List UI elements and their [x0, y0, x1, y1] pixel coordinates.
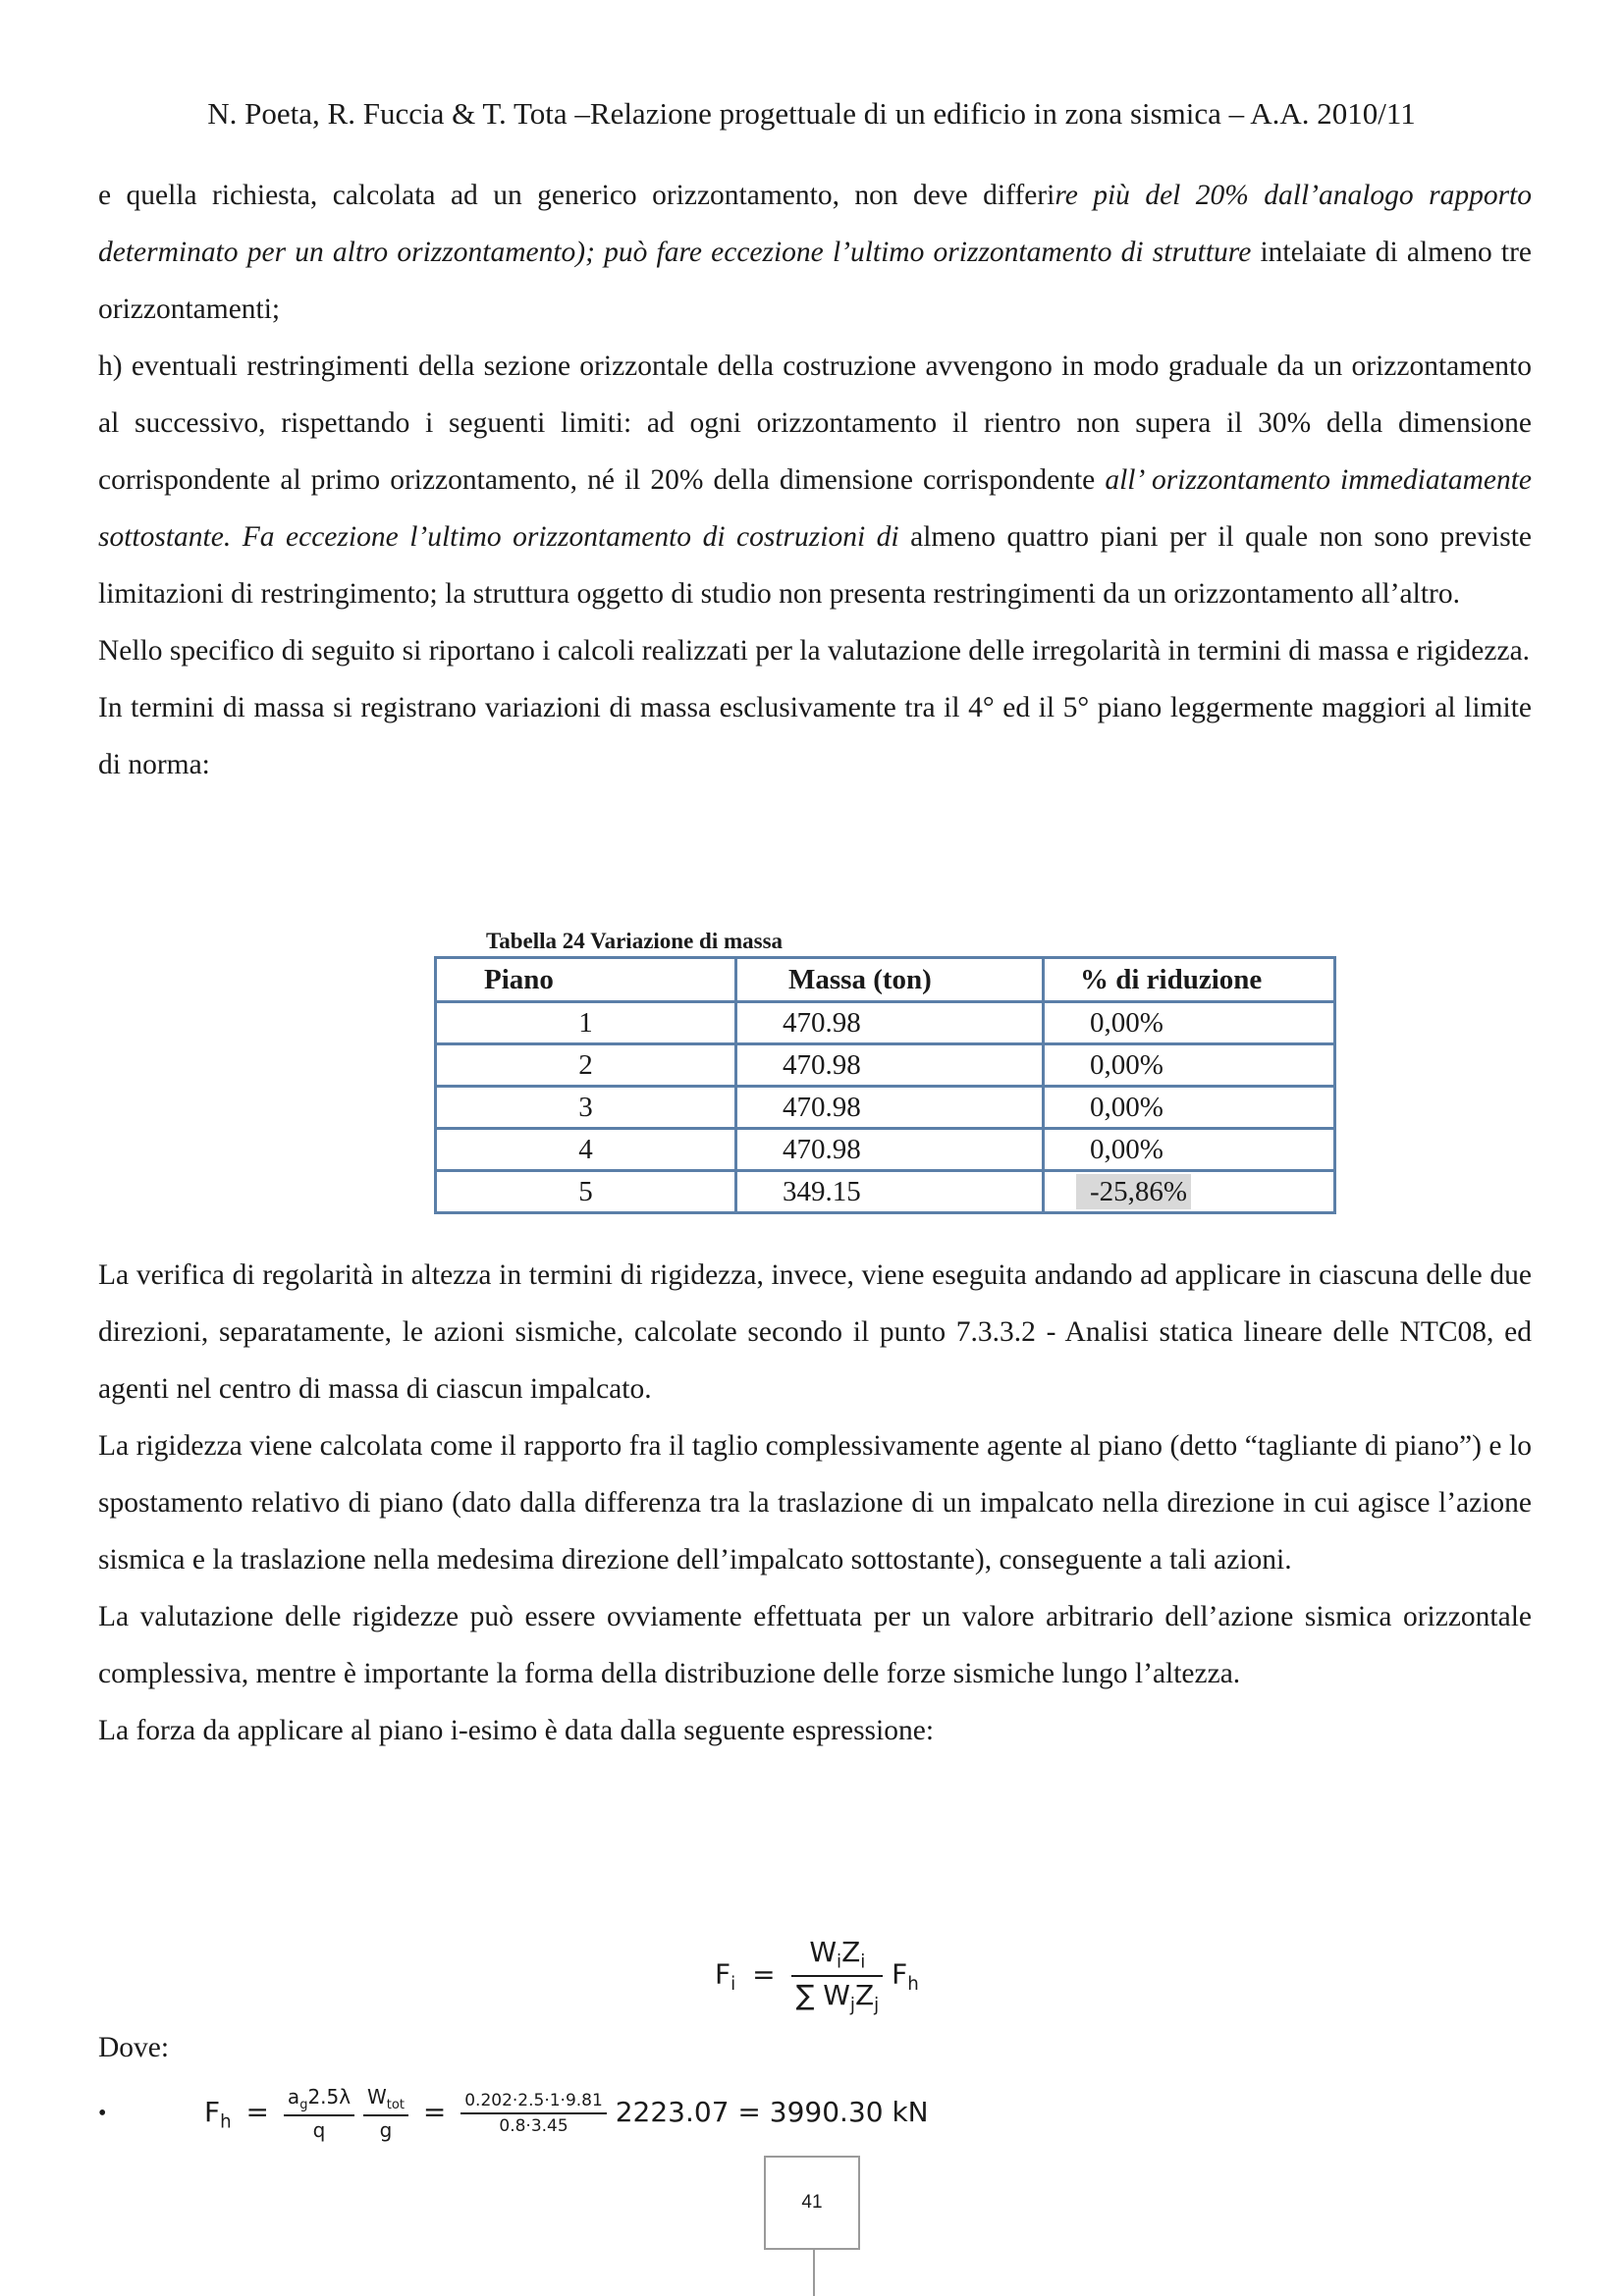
- cell-massa: 470.98: [736, 1044, 1044, 1087]
- mass-variation-table: [434, 956, 1336, 1214]
- f1-numerator: [791, 1936, 883, 1977]
- f2-result: 2223.07 = 3990.30 kN: [615, 2096, 929, 2128]
- f1-num-w: W: [809, 1936, 838, 1968]
- header-massa: Massa (ton): [736, 958, 1044, 1002]
- cell-massa: 470.98: [736, 1002, 1044, 1044]
- para2-normal: h) eventuali restringimenti della sezione orizzontale della costruzione avvengono in modo graduale da un orizzontamento al successivo, rispettando i seguenti limiti: ad ogni orizzontamento il rientro non supera il 30% della dimensione corrispondente al primo orizzontamento, né il 20% della dimensione corrispondente: [98, 350, 1532, 496]
- paragraph-2: [98, 338, 1532, 622]
- bullet: •: [98, 2101, 107, 2126]
- sum-symbol: ∑: [795, 1978, 815, 2011]
- cell-massa: 349.15: [736, 1171, 1044, 1213]
- f2-ag: a: [287, 2085, 300, 2109]
- para2-tail: almeno quattro piani per il quale non sono previste limitazioni di restringimento; la struttura oggetto di studio non presenta restringimenti da un orizzontamento all’altro.: [98, 521, 1532, 610]
- f1-den-z-sub: j: [874, 1995, 880, 2016]
- f2-ag-sub: g: [299, 2098, 308, 2112]
- table-row: [436, 1002, 1335, 1044]
- f1-den-w: W: [823, 1978, 850, 2011]
- paragraph-3: Nello specifico di seguito si riportano i calcoli realizzati per la valutazione delle irregolarità in termini di massa e rigidezza.: [98, 635, 1531, 667]
- f1-rhs: F: [892, 1957, 908, 1991]
- paragraph-8: La forza da applicare al piano i-esimo è data dalla seguente espressione:: [98, 1715, 935, 1746]
- f1-eq: =: [752, 1957, 776, 1991]
- cell-massa: 470.98: [736, 1129, 1044, 1171]
- cell-riduzione: [1044, 1171, 1335, 1213]
- f2-eq2: =: [422, 2096, 447, 2128]
- f1-fraction: [791, 1936, 883, 2015]
- cell-piano: 5: [436, 1171, 736, 1213]
- table-row: [436, 1044, 1335, 1087]
- f2-ag-rest: 2.5λ: [307, 2085, 352, 2109]
- table-row: [436, 1171, 1335, 1213]
- para2-italic: all’ orizzontamento immediatamente sottostante. Fa eccezione l’ultimo orizzontamento di costruzioni di: [98, 464, 1532, 553]
- para1-normal: e quella richiesta, calcolata ad un generico orizzontamento, non deve differi: [98, 180, 1055, 211]
- f2-fraction-2: [363, 2085, 408, 2142]
- f2-frac2-num: [363, 2085, 408, 2116]
- f1-den-z: Z: [854, 1978, 875, 2011]
- body-text: [98, 167, 1532, 793]
- cell-riduzione: 0,00%: [1044, 1087, 1335, 1129]
- paragraph-6: La rigidezza viene calcolata come il rapporto fra il taglio complessivamente agente al piano (detto “tagliante di piano”) e lo spostamento relativo di piano (dato dalla differenza tra la traslazione di un impalcato nella direzione in cui agisce l’azione sismica e la traslazione nella medesima direzione dell’impalcato sottostante), conseguente a tali azioni.: [98, 1430, 1532, 1575]
- para1-tail: intelaiate di almeno tre orizzontamenti;: [98, 237, 1532, 325]
- header-piano: Piano: [436, 958, 736, 1002]
- formula-base-shear: [204, 2085, 929, 2142]
- page-number: 41: [764, 2156, 860, 2250]
- cell-piano: 3: [436, 1087, 736, 1129]
- f1-lhs: F: [715, 1957, 731, 1991]
- f2-frac1-den: q: [312, 2118, 326, 2142]
- paragraph-4: In termini di massa si registrano variazioni di massa esclusivamente tra il 4° ed il 5° piano leggermente maggiori al limite di norma:: [98, 692, 1532, 780]
- f1-denominator: [791, 1977, 883, 2016]
- paragraph-1: [98, 167, 1532, 338]
- table-header-row: [436, 958, 1335, 1002]
- cell-riduzione: 0,00%: [1044, 1002, 1335, 1044]
- cell-riduzione: 0,00%: [1044, 1129, 1335, 1171]
- dove-label: Dove:: [98, 2032, 170, 2063]
- f2-frac2-den: g: [379, 2118, 393, 2142]
- paragraph-7: La valutazione delle rigidezze può essere ovviamente effettuata per un valore arbitrario dell’azione sismica orizzontale complessiva, mentre è importante la forma della distribuzione delle forze sismiche lungo l’altezza.: [98, 1601, 1532, 1689]
- running-header: N. Poeta, R. Fuccia & T. Tota –Relazione progettuale di un edificio in zona sismica – A.A. 2010/11: [207, 96, 1416, 131]
- f1-num-w-sub: i: [837, 1951, 842, 1973]
- table-row: [436, 1087, 1335, 1129]
- f2-w-sub: tot: [386, 2098, 405, 2112]
- cell-piano: 1: [436, 1002, 736, 1044]
- table-row: [436, 1129, 1335, 1171]
- f2-w: W: [367, 2085, 387, 2109]
- cell-piano: 4: [436, 1129, 736, 1171]
- f1-num-z: Z: [841, 1936, 861, 1968]
- header-riduzione: % di riduzione: [1044, 958, 1335, 1002]
- f1-num-z-sub: i: [860, 1951, 866, 1973]
- f2-fraction-1: [284, 2085, 354, 2142]
- page-number-connector: [813, 2248, 815, 2296]
- f2-frac3-num: 0.202·2.5·1·9.81: [460, 2091, 607, 2114]
- f2-lhs-sub: h: [220, 2111, 232, 2133]
- f2-frac3-den: 0.8·3.45: [499, 2116, 568, 2136]
- highlighted-value: -25,86%: [1076, 1174, 1191, 1209]
- para1-italic: re più del 20% dall’analogo rapporto determinato per un altro orizzontamento); può fare eccezione l’ultimo orizzontamento di strutture: [98, 180, 1533, 268]
- cell-piano: 2: [436, 1044, 736, 1087]
- f2-eq: =: [245, 2096, 270, 2128]
- cell-massa: 470.98: [736, 1087, 1044, 1129]
- body-text-lower: [98, 1247, 1532, 1759]
- f1-den-w-sub: j: [849, 1995, 855, 2016]
- formula-force-distribution: [715, 1936, 919, 2015]
- f2-frac1-num: [284, 2085, 354, 2116]
- paragraph-5: La verifica di regolarità in altezza in termini di rigidezza, invece, viene eseguita andando ad applicare in ciascuna delle due direzioni, separatamente, le azioni sismiche, calcolate secondo il punto 7.3.3.2 - Analisi statica lineare delle NTC08, ed agenti nel centro di massa di ciascun impalcato.: [98, 1259, 1532, 1405]
- f1-lhs-sub: i: [730, 1974, 736, 1996]
- table-caption: Tabella 24 Variazione di massa: [486, 929, 784, 953]
- f2-fraction-3: [460, 2091, 607, 2136]
- f2-lhs: F: [204, 2096, 221, 2128]
- f1-rhs-sub: h: [907, 1974, 919, 1996]
- cell-riduzione: 0,00%: [1044, 1044, 1335, 1087]
